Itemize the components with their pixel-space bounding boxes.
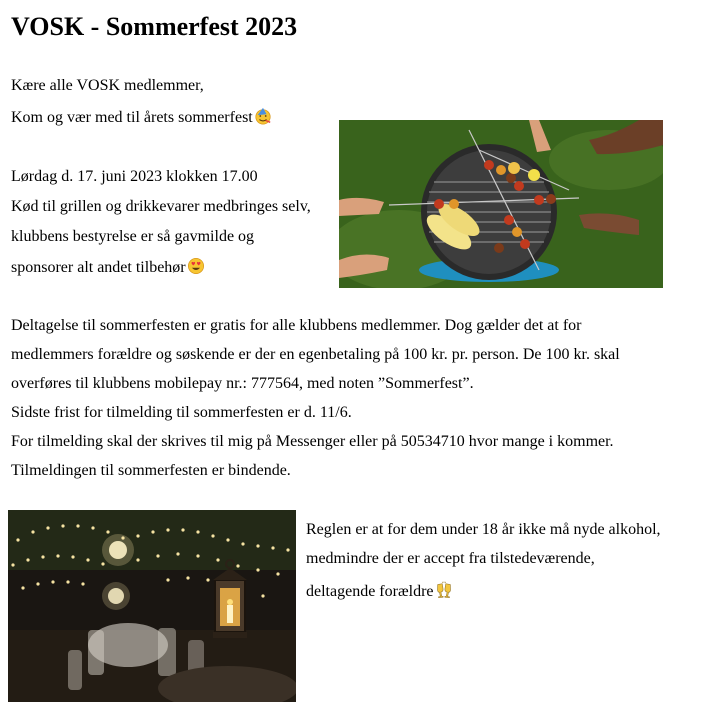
event-datetime: Lørdag d. 17. juni 2023 klokken 17.00	[11, 168, 258, 185]
grill-illustration	[339, 120, 663, 288]
details-line-3: overføres til klubbens mobilepay nr.: 777564, med noten ”Sommerfest”.	[11, 375, 474, 392]
rules-line-3	[306, 581, 453, 602]
rules-line-1: Reglen er at for dem under 18 år ikke må nyde alkohol,	[306, 521, 661, 538]
event-line-3	[11, 257, 205, 278]
event-line-3-text: sponsorer alt andet tilbehør	[11, 259, 186, 276]
page-title: VOSK - Sommerfest 2023	[11, 12, 298, 41]
invite-text: Kom og vær med til årets sommerfest	[11, 109, 253, 126]
greeting-text: Kære alle VOSK medlemmer,	[11, 77, 204, 94]
signup-text: For tilmelding skal der skrives til mig på Messenger eller på 50534710 hvor mange i kommer.	[11, 433, 614, 450]
grill-photo	[339, 120, 663, 288]
invite-line	[11, 107, 272, 128]
details-line-1: Deltagelse til sommerfesten er gratis for alle klubbens medlemmer. Dog gælder det at for	[11, 317, 582, 334]
heart-eyes-emoji	[187, 257, 205, 275]
party-lights-illustration	[8, 510, 296, 702]
binding-text: Tilmeldingen til sommerfesten er bindende.	[11, 462, 291, 479]
details-line-2: medlemmers forældre og søskende er der en egenbetaling på 100 kr. pr. person. De 100 kr. skal	[11, 346, 620, 363]
clinking-glasses-emoji	[435, 581, 453, 599]
rules-line-3-text: deltagende forældre	[306, 583, 434, 600]
deadline-text: Sidste frist for tilmelding til sommerfesten er d. 11/6.	[11, 404, 352, 421]
party-face-emoji	[254, 107, 272, 125]
rules-line-2: medmindre der er accept fra tilstedeværende,	[306, 550, 595, 567]
event-line-1: Kød til grillen og drikkevarer medbringes selv,	[11, 198, 311, 215]
event-line-2: klubbens bestyrelse er så gavmilde og	[11, 228, 255, 245]
party-lights-photo	[8, 510, 296, 702]
